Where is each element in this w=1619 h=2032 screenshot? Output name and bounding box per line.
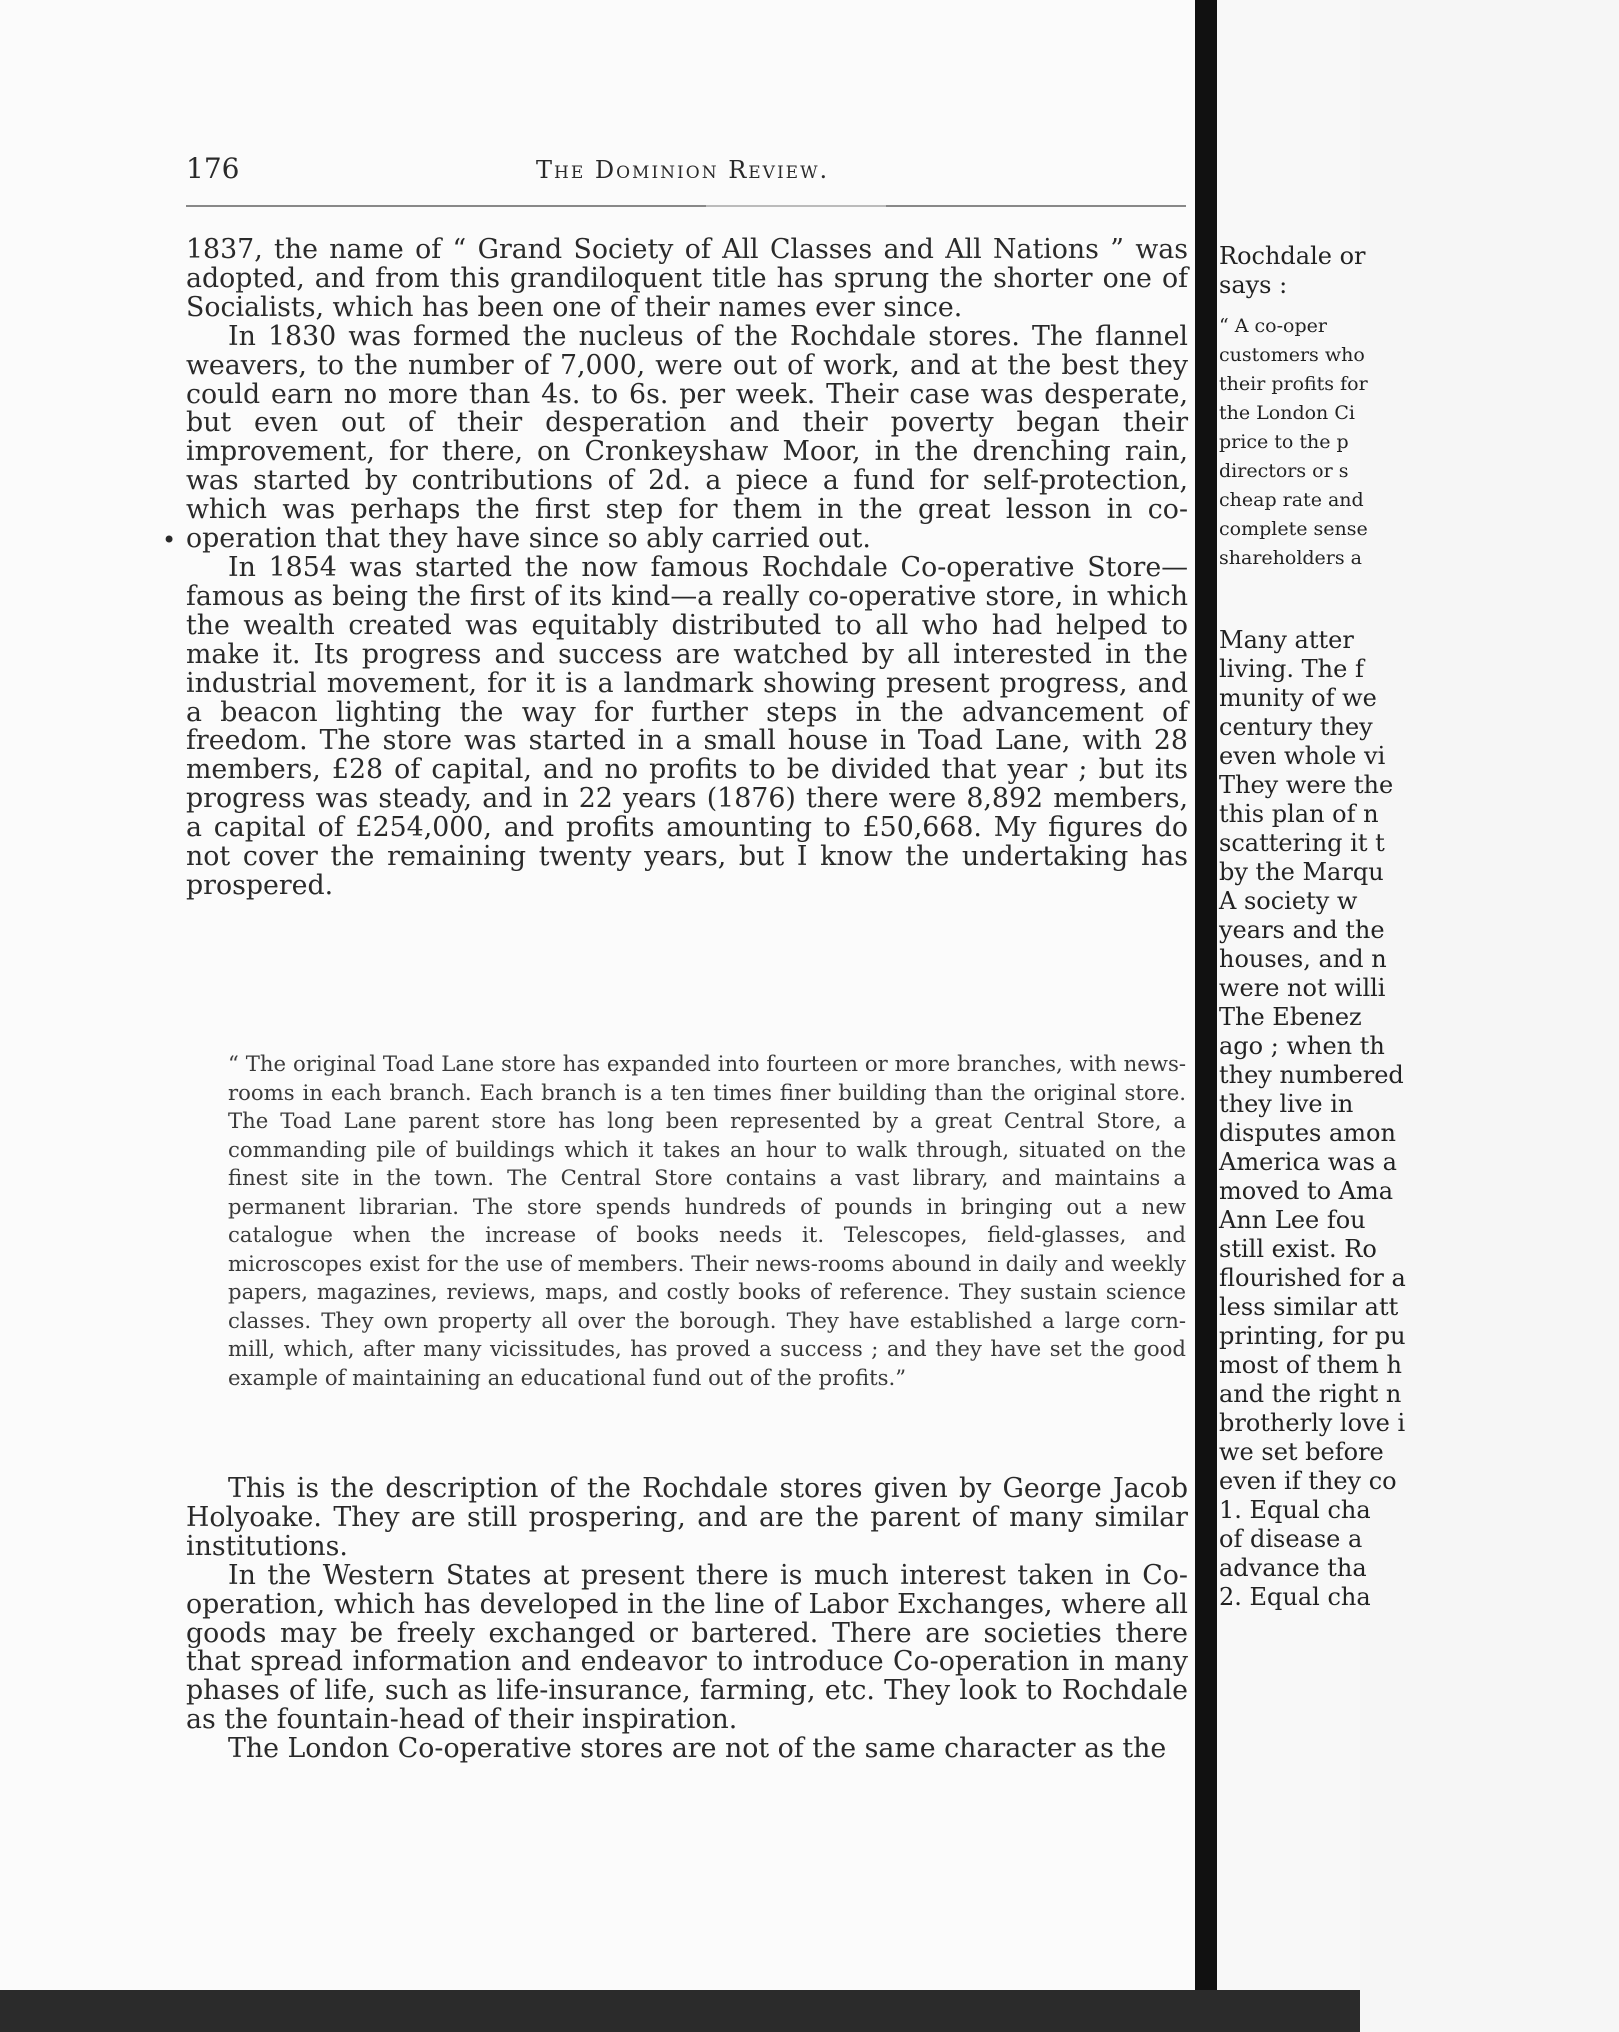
right-line: most of them h xyxy=(1219,1351,1402,1379)
right-line: the London Ci xyxy=(1219,402,1355,424)
right-line: printing, for pu xyxy=(1219,1322,1406,1350)
right-line: Rochdale or xyxy=(1219,242,1366,270)
right-line: they live in xyxy=(1219,1090,1354,1118)
right-line: still exist. Ro xyxy=(1219,1235,1377,1263)
right-line: shareholders a xyxy=(1219,547,1363,569)
page-header xyxy=(186,152,1186,192)
right-line: moved to Ama xyxy=(1219,1177,1394,1205)
right-line: scattering it t xyxy=(1219,829,1385,857)
right-line: houses, and n xyxy=(1219,945,1387,973)
right-line: this plan of n xyxy=(1219,800,1379,828)
header-rule xyxy=(186,205,1186,207)
right-line: by the Marqu xyxy=(1219,858,1384,886)
paragraph-1854: In 1854 was started the now famous Rochdale Co-operative Store—famous as being the first of its kind—a really co-operative store, in which the wealth created was equitably distributed to all who had helped to make it. Its progress and success are watched by all interested in the industrial movement, for it is a landmark showing present progress, and a beacon lighting the way for further steps in the advancement of freedom. The store was started in a small house in Toad Lane, with 28 members, £28 of capital, and no profits to be divided that year ; but its progress was steady, and in 22 years (1876) there were 8,892 members, a capital of £254,000, and profits amounting to £50,668. My figures do not cover the remaining twenty years, but I know the undertaking has prospered. xyxy=(186,551,1188,901)
body-text-bottom xyxy=(186,1475,1188,1764)
right-line: flourished for a xyxy=(1219,1264,1406,1292)
right-line: directors or s xyxy=(1219,460,1349,482)
block-quote xyxy=(228,1050,1186,1392)
right-line: complete sense xyxy=(1219,518,1368,540)
right-line: years and the xyxy=(1219,916,1385,944)
quote-text: “ The original Toad Lane store has expanded into fourteen or more branches, with news-rooms in each branch. Each branch is a ten times finer building than the original store. The Toad Lane parent store has long been represented by a great Central Store, a commanding pile of buildings which it takes an hour to walk through, situated on the finest site in the town. The Central Store contains a vast library, and maintains a permanent librarian. The store spends hundreds of pounds in bringing out a new catalogue when the increase of books needs it. Telescopes, field-glasses, and microscopes exist for the use of members. Their news-rooms abound in daily and weekly papers, magazines, reviews, maps, and costly books of reference. They sustain science classes. They own property all over the borough. They have established a large corn-mill, which, after many vicissitudes, has proved a success ; and they have set the good example of maintaining an educational fund out of the profits.” xyxy=(228,1051,1186,1390)
paragraph-western-states: In the Western States at present there is much interest taken in Co-operation, which has developed in the line of Labor Exchanges, where all goods may be freely exchanged or bartered. There are societies there that spread information and endeavor to introduce Co-operation in many phases of life, such as life-insurance, farming, etc. They look to Rochdale as the fountain-head of their inspiration. xyxy=(186,1559,1188,1736)
right-line: Many atter xyxy=(1219,626,1354,654)
margin-marker: • xyxy=(162,526,177,554)
paragraph-holyoake: This is the description of the Rochdale stores given by George Jacob Holyoake. They are still prospering, and are the parent of many similar institutions. xyxy=(186,1473,1188,1562)
right-line: ago ; when th xyxy=(1219,1032,1385,1060)
right-line: 1. Equal cha xyxy=(1219,1496,1371,1524)
right-line: “ A co-oper xyxy=(1219,315,1327,337)
scan-bottom-edge xyxy=(0,1990,1360,2032)
right-line: were not willi xyxy=(1219,974,1386,1002)
right-line: A society w xyxy=(1219,887,1358,915)
right-line: and the right n xyxy=(1219,1380,1402,1408)
right-line: century they xyxy=(1219,713,1373,741)
right-line: even whole vi xyxy=(1219,742,1386,770)
right-lines-top xyxy=(1219,242,1619,300)
right-line: 2. Equal cha xyxy=(1219,1583,1371,1611)
right-line: they numbered xyxy=(1219,1061,1404,1089)
right-line: customers who xyxy=(1219,344,1365,366)
right-line: says : xyxy=(1219,271,1288,299)
paragraph-london: The London Co-operative stores are not of the same character as the xyxy=(228,1733,1167,1765)
right-line: Ann Lee fou xyxy=(1219,1206,1366,1234)
right-line: They were the xyxy=(1219,771,1394,799)
right-line: we set before xyxy=(1219,1438,1384,1466)
right-line: The Ebenez xyxy=(1219,1003,1362,1031)
right-line: less similar att xyxy=(1219,1293,1399,1321)
right-line: munity of we xyxy=(1219,684,1377,712)
right-line: brotherly love i xyxy=(1219,1409,1406,1437)
right-line: living. The f xyxy=(1219,655,1364,683)
paragraph-continuation: 1837, the name of “ Grand Society of All Classes and All Nations ” was adopted, and from this grandiloquent title has sprung the shorter one of Socialists, which has been one of their names ever since. xyxy=(186,234,1188,323)
right-line: disputes amon xyxy=(1219,1119,1396,1147)
right-page xyxy=(1217,0,1406,2032)
body-text-top xyxy=(186,236,1188,901)
running-title: The Dominion Review. xyxy=(536,156,830,184)
book-gutter xyxy=(1195,0,1217,2032)
right-line: even if they co xyxy=(1219,1467,1397,1495)
page-number: 176 xyxy=(186,152,240,185)
right-line: their profits for xyxy=(1219,373,1368,395)
right-lines-small xyxy=(1219,312,1619,573)
right-line: advance tha xyxy=(1219,1554,1367,1582)
right-line: price to the p xyxy=(1219,431,1349,453)
paragraph-1830: In 1830 was formed the nucleus of the Rochdale stores. The flannel weavers, to the number of 7,000, were out of work, and at the best they could earn no more than 4s. to 6s. per week. Their case was desperate, but even out of their desperation and their poverty began their improvement, for there, on Cronkeyshaw Moor, in the drenching rain, was started by contributions of 2d. a piece a fund for self-protection, which was perhaps the first step for them in the great lesson in co-operation that they have since so ably carried out. xyxy=(186,320,1188,555)
right-line: America was a xyxy=(1219,1148,1397,1176)
right-lines-mid xyxy=(1219,626,1619,1612)
right-line: of disease a xyxy=(1219,1525,1363,1553)
right-line: cheap rate and xyxy=(1219,489,1364,511)
